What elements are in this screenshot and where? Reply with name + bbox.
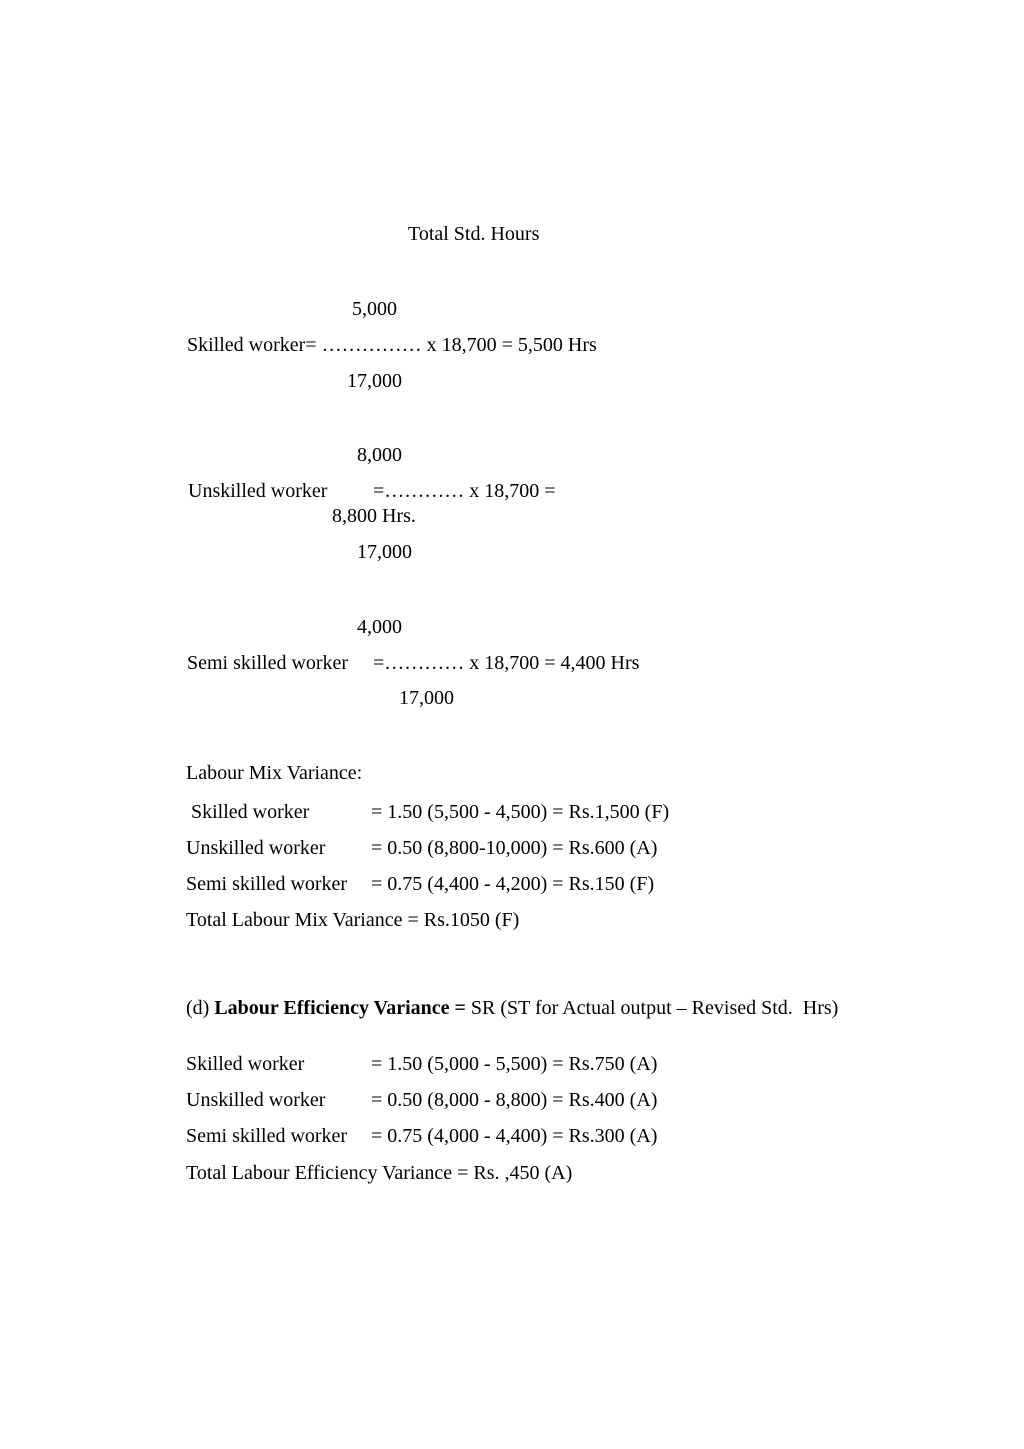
- semi-skilled-label: Semi skilled worker: [187, 652, 349, 674]
- unskilled-numerator: 8,000: [357, 444, 402, 466]
- efficiency-prefix: (d): [186, 997, 215, 1019]
- mix-variance-heading: Labour Mix Variance:: [186, 762, 363, 784]
- unskilled-denominator: 17,000: [357, 541, 412, 563]
- total-std-hours-heading: Total Std. Hours: [408, 223, 540, 245]
- mix-row-semi-skilled-value: = 0.75 (4,400 - 4,200) = Rs.150 (F): [371, 873, 655, 895]
- efficiency-variance-total: Total Labour Efficiency Variance = Rs. ,450 (A): [186, 1162, 573, 1184]
- mix-row-unskilled-value: = 0.50 (8,800-10,000) = Rs.600 (A): [371, 837, 658, 859]
- efficiency-heading-bold: Labour Efficiency Variance =: [214, 997, 466, 1019]
- efficiency-variance-heading: [186, 996, 838, 1020]
- mix-variance-total: Total Labour Mix Variance = Rs.1050 (F): [186, 909, 520, 931]
- eff-row-semi-skilled-value: = 0.75 (4,000 - 4,400) = Rs.300 (A): [371, 1125, 658, 1147]
- skilled-std-hours-line: Skilled worker= …………… x 18,700 = 5,500 Hrs: [187, 334, 597, 356]
- mix-row-semi-skilled-label: Semi skilled worker: [186, 873, 348, 895]
- mix-row-skilled-label: Skilled worker: [186, 801, 310, 823]
- unskilled-formula: =………… x 18,700 =: [373, 480, 556, 502]
- semi-skilled-denominator: 17,000: [399, 687, 454, 709]
- skilled-numerator: 5,000: [352, 298, 397, 320]
- unskilled-label: Unskilled worker: [188, 480, 328, 502]
- eff-row-semi-skilled-label: Semi skilled worker: [186, 1125, 348, 1147]
- eff-row-unskilled-value: = 0.50 (8,000 - 8,800) = Rs.400 (A): [371, 1089, 658, 1111]
- skilled-denominator: 17,000: [347, 370, 402, 392]
- efficiency-heading-formula: SR (ST for Actual output – Revised Std. Hrs): [465, 997, 839, 1019]
- mix-row-unskilled-label: Unskilled worker: [186, 837, 326, 859]
- semi-skilled-numerator: 4,000: [357, 616, 402, 638]
- mix-row-skilled-value: = 1.50 (5,500 - 4,500) = Rs.1,500 (F): [371, 801, 670, 823]
- unskilled-result: 8,800 Hrs.: [332, 505, 416, 527]
- eff-row-skilled-label: Skilled worker: [186, 1053, 305, 1075]
- eff-row-skilled-value: = 1.50 (5,000 - 5,500) = Rs.750 (A): [371, 1053, 658, 1075]
- eff-row-unskilled-label: Unskilled worker: [186, 1089, 326, 1111]
- semi-skilled-formula: =………… x 18,700 = 4,400 Hrs: [373, 652, 640, 674]
